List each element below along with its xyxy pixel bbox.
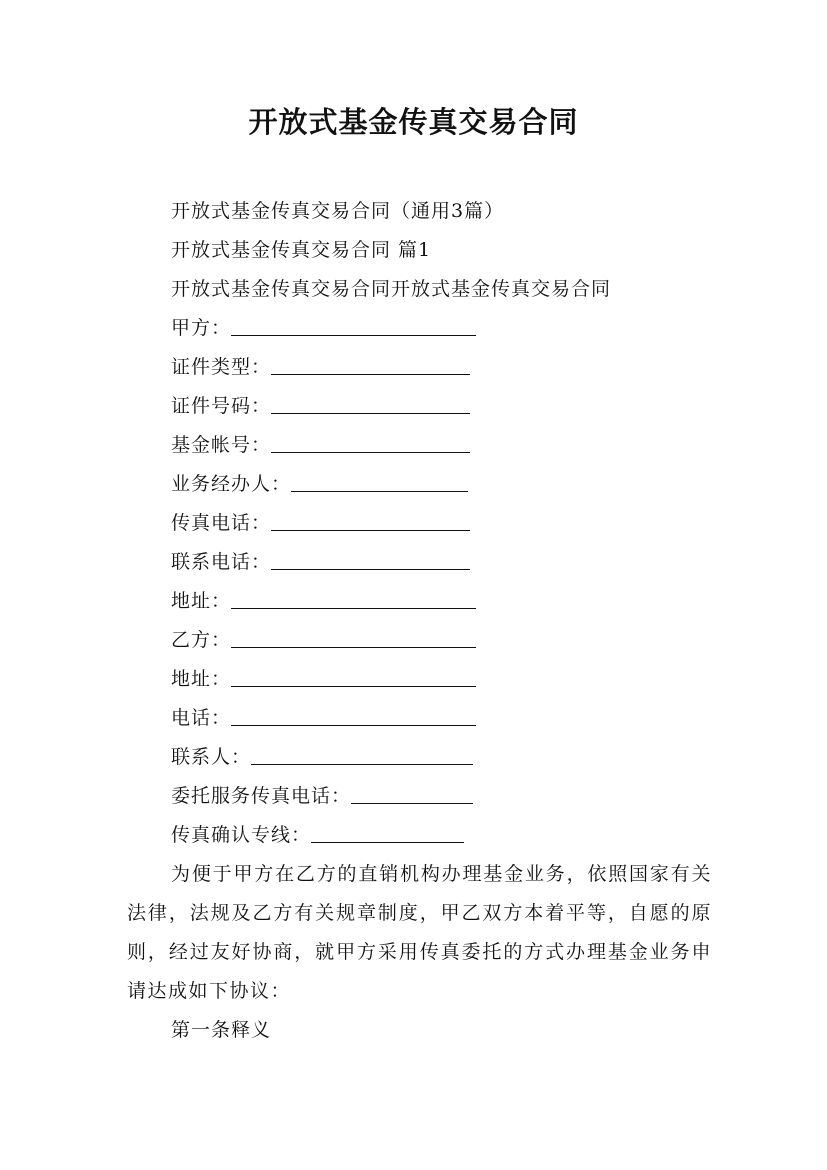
- article-1-heading: 第一条释义: [171, 1019, 272, 1041]
- entrust-fax-blank[interactable]: [351, 803, 473, 804]
- entrust-fax-field: [127, 777, 712, 816]
- confirm-line-field: [127, 816, 712, 855]
- party-a-blank[interactable]: [231, 335, 476, 336]
- address-a-label: 地址：: [171, 590, 232, 612]
- confirm-line-blank[interactable]: [311, 842, 464, 843]
- address-a-field: [127, 582, 712, 621]
- party-a-label: 甲方：: [171, 317, 232, 339]
- id-type-field: [127, 348, 712, 387]
- address-b-field: [127, 660, 712, 699]
- phone-b-blank[interactable]: [231, 725, 476, 726]
- fax-a-label: 传真电话：: [171, 512, 272, 534]
- party-b-label: 乙方：: [171, 629, 232, 651]
- id-number-blank[interactable]: [271, 413, 470, 414]
- entrust-fax-label: 委托服务传真电话：: [171, 785, 352, 807]
- id-number-label: 证件号码：: [171, 395, 272, 417]
- document-title: 开放式基金传真交易合同: [248, 105, 579, 139]
- agent-field: [127, 465, 712, 504]
- confirm-line-label: 传真确认专线：: [171, 824, 312, 846]
- fund-account-label: 基金帐号：: [171, 434, 272, 456]
- address-b-label: 地址：: [171, 668, 232, 690]
- phone-a-field: [127, 543, 712, 582]
- id-number-field: [127, 387, 712, 426]
- contact-b-blank[interactable]: [251, 764, 473, 765]
- contact-b-field: [127, 738, 712, 777]
- fund-account-field: [127, 426, 712, 465]
- party-b-field: [127, 621, 712, 660]
- heading-part1: 开放式基金传真交易合同 篇1: [171, 239, 432, 261]
- phone-b-label: 电话：: [171, 707, 232, 729]
- party-a-field: [127, 309, 712, 348]
- agent-blank[interactable]: [291, 491, 468, 492]
- contact-b-label: 联系人：: [171, 746, 252, 768]
- heading-repeat: 开放式基金传真交易合同开放式基金传真交易合同: [171, 278, 612, 300]
- fax-a-blank[interactable]: [271, 530, 470, 531]
- agreement-paragraph: 为便于甲方在乙方的直销机构办理基金业务，依照国家有关法律，法规及乙方有关规章制度，甲乙双方本着平等，自愿的原则，经过友好协商，就甲方采用传真委托的方式办理基金业务申请达成如下协议：: [127, 863, 712, 1002]
- agent-label: 业务经办人：: [171, 473, 292, 495]
- heading-general: 开放式基金传真交易合同（通用3篇）: [171, 200, 505, 222]
- phone-a-blank[interactable]: [271, 569, 470, 570]
- address-b-blank[interactable]: [231, 686, 476, 687]
- party-b-blank[interactable]: [231, 647, 476, 648]
- fund-account-blank[interactable]: [271, 452, 470, 453]
- fax-a-field: [127, 504, 712, 543]
- document-body: [127, 192, 712, 1050]
- id-type-blank[interactable]: [271, 374, 470, 375]
- id-type-label: 证件类型：: [171, 356, 272, 378]
- phone-b-field: [127, 699, 712, 738]
- phone-a-label: 联系电话：: [171, 551, 272, 573]
- address-a-blank[interactable]: [231, 608, 476, 609]
